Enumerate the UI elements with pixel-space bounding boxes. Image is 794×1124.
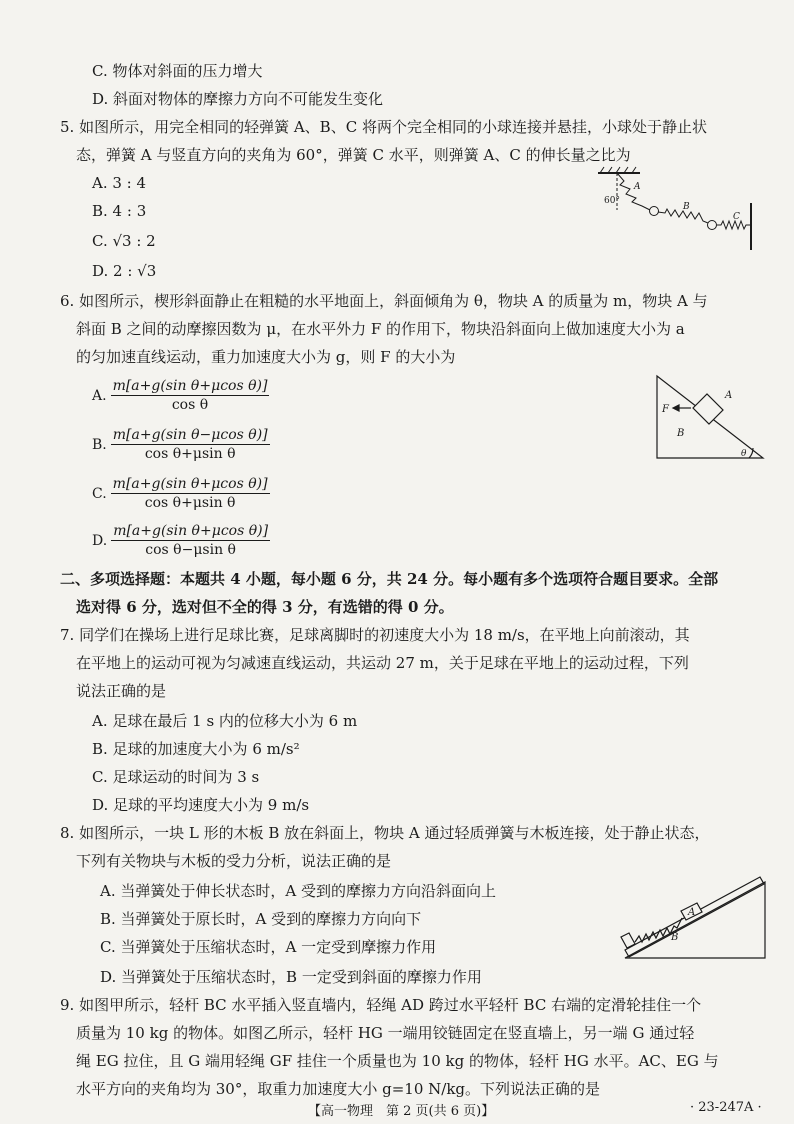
q6-option-label: A.	[92, 387, 107, 404]
q7-option-b: B. 足球的加速度大小为 6 m/s²	[92, 740, 300, 758]
q6-option-numerator: m[a+g(sin θ−μcos θ)]	[112, 427, 268, 443]
q6-option-numerator: m[a+g(sin θ+μcos θ)]	[112, 378, 268, 394]
q5-spring-figure	[590, 165, 760, 260]
q8-label-a: A	[688, 907, 696, 918]
q5-option-d: D. 2 : √3	[92, 262, 157, 280]
q9-stem-line-4: 水平方向的夹角均为 30°，取重力加速度大小 g=10 N/kg。下列说法正确的是	[76, 1080, 601, 1098]
section-2-header-line-1: 二、多项选择题：本题共 4 小题，每小题 6 分，共 24 分。每小题有多个选项符合题目要求。全部	[60, 570, 719, 588]
q8-option-a: A. 当弹簧处于伸长状态时，A 受到的摩擦力方向沿斜面向上	[100, 882, 496, 900]
q7-option-d: D. 足球的平均速度大小为 9 m/s	[92, 796, 310, 814]
q5-stem-line-1: 5. 如图所示，用完全相同的轻弹簧 A、B、C 将两个完全相同的小球连接并悬挂，小球处于静止状	[60, 118, 707, 136]
q6-option-label: D.	[92, 532, 108, 549]
q5-option-c: C. √3 : 2	[92, 232, 156, 250]
q6-option-numerator: m[a+g(sin θ+μcos θ)]	[113, 523, 269, 539]
q6-option-d	[92, 523, 270, 558]
q8-incline-figure	[615, 870, 775, 962]
page-footer: 【高一物理 第 2 页(共 6 页)】	[308, 1104, 495, 1119]
section-2-header-line-2: 选对得 6 分，选对但不全的得 3 分，有选错的得 0 分。	[76, 598, 454, 616]
q6-stem-line-1: 6. 如图所示，楔形斜面静止在粗糙的水平地面上，斜面倾角为 θ，物块 A 的质量为 m，物块 A 与	[60, 292, 708, 310]
q7-stem-line-2: 在平地上的运动可视为匀减速直线运动，共运动 27 m，关于足球在平地上的运动过程，下列	[76, 654, 689, 672]
q8-option-b: B. 当弹簧处于原长时，A 受到的摩擦力方向向下	[100, 910, 422, 928]
q7-option-c: C. 足球运动的时间为 3 s	[92, 768, 260, 786]
q8-stem-line-1: 8. 如图所示，一块 L 形的木板 B 放在斜面上，物块 A 通过轻质弹簧与木板连接，处于静止状态，	[60, 824, 710, 842]
q6-stem-line-3: 的匀加速直线运动，重力加速度大小为 g，则 F 的大小为	[76, 348, 456, 366]
q7-stem-line-1: 7. 同学们在操场上进行足球比赛，足球离脚时的初速度大小为 18 m/s，在平地上向前滚动，其	[60, 626, 690, 644]
q4-option-c: C. 物体对斜面的压力增大	[92, 62, 263, 80]
q5-label-a: A	[634, 182, 641, 192]
q6-option-a	[92, 378, 269, 413]
q6-option-numerator: m[a+g(sin θ+μcos θ)]	[112, 476, 268, 492]
q5-option-b: B. 4 : 3	[92, 202, 147, 220]
q7-stem-line-3: 说法正确的是	[76, 682, 167, 700]
q6-label-theta: θ	[741, 449, 747, 459]
q6-option-c	[92, 476, 270, 511]
q6-label-b: B	[677, 428, 685, 439]
paper-code: · 23-247A ·	[690, 1100, 762, 1115]
q9-stem-line-2: 质量为 10 kg 的物体。如图乙所示，轻杆 HG 一端用铰链固定在竖直墙上，另一端 G 通过轻	[76, 1024, 695, 1042]
q6-option-denominator: cos θ+μsin θ	[144, 446, 236, 462]
q5-angle-label: 60°	[604, 196, 620, 206]
q8-stem-line-2: 下列有关物块与木板的受力分析，说法正确的是	[76, 852, 392, 870]
q5-label-c: C	[733, 212, 740, 222]
q9-stem-line-1: 9. 如图甲所示，轻杆 BC 水平插入竖直墙内，轻绳 AD 跨过水平轻杆 BC 右端的定滑轮挂住一个	[60, 996, 702, 1014]
q7-option-a: A. 足球在最后 1 s 内的位移大小为 6 m	[92, 712, 358, 730]
q4-option-d: D. 斜面对物体的摩擦力方向不可能发生变化	[92, 90, 384, 108]
q6-label-a: A	[725, 390, 733, 401]
q6-option-label: C.	[92, 485, 107, 502]
q6-option-b	[92, 427, 270, 462]
q6-option-label: B.	[92, 436, 107, 453]
q5-stem-line-2: 态，弹簧 A 与竖直方向的夹角为 60°，弹簧 C 水平，则弹簧 A、C 的伸长量之比为	[76, 146, 631, 164]
q9-stem-line-3: 绳 EG 拉住，且 G 端用轻绳 GF 挂住一个质量也为 10 kg 的物体，轻杆 HG 水平。AC、EG 与	[76, 1052, 719, 1070]
q6-stem-line-2: 斜面 B 之间的动摩擦因数为 μ，在水平外力 F 的作用下，物块沿斜面向上做加速度大小为 a	[76, 320, 685, 338]
q6-option-denominator: cos θ+μsin θ	[144, 495, 236, 511]
q6-wedge-figure	[645, 370, 770, 465]
q8-option-d: D. 当弹簧处于压缩状态时，B 一定受到斜面的摩擦力作用	[100, 968, 482, 986]
q5-label-b: B	[683, 202, 690, 212]
q6-label-f: F	[662, 404, 669, 415]
q6-option-denominator: cos θ−μsin θ	[145, 542, 236, 558]
q8-label-b: B	[671, 932, 679, 943]
q8-option-c: C. 当弹簧处于压缩状态时，A 一定受到摩擦力作用	[100, 938, 437, 956]
q6-option-denominator: cos θ	[171, 397, 209, 413]
q5-option-a: A. 3 : 4	[92, 174, 147, 192]
